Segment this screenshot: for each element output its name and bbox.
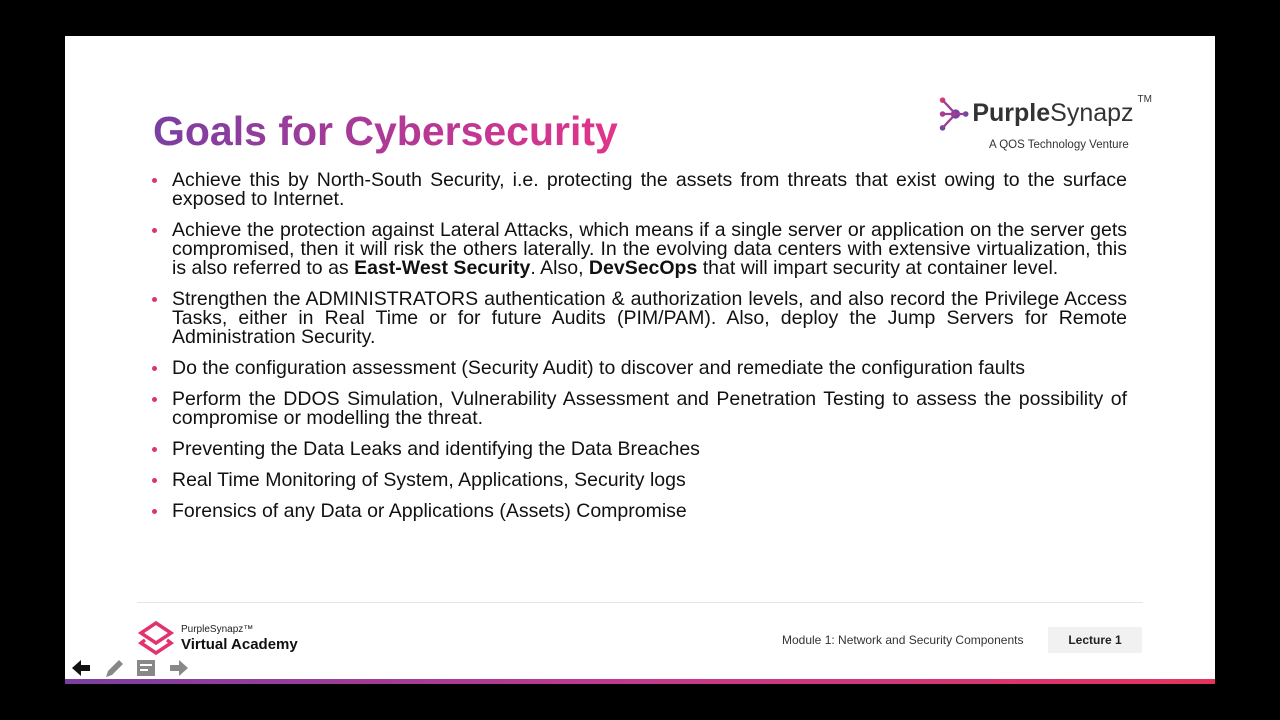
logo-wordmark	[972, 98, 1133, 128]
slide	[65, 36, 1215, 684]
logo-tagline: A QOS Technology Venture	[989, 139, 1129, 151]
goal-item	[148, 290, 1127, 347]
logo-wordmark-bold: Purple	[972, 99, 1051, 127]
goal-item	[148, 471, 1127, 490]
goal-text: . Also,	[530, 257, 589, 279]
layers-logo-icon	[137, 620, 175, 656]
goal-item	[148, 390, 1127, 428]
bold-term: DevSecOps	[588, 257, 698, 279]
goal-text: Preventing the Data Leaks and identifying the Data Breaches	[172, 438, 700, 460]
goal-text: Achieve this by North-South Security, i.e. protecting the assets from threats that exist owing to the surface exposed to Internet.	[172, 169, 1127, 210]
module-label: Module 1: Network and Security Components	[782, 633, 1024, 647]
forward-arrow-icon[interactable]	[166, 657, 190, 679]
virtual-academy-brand	[137, 620, 298, 656]
notes-icon[interactable]	[134, 657, 158, 679]
goal-text: Do the configuration assessment (Security Audit) to discover and remediate the configuration faults	[172, 357, 1026, 379]
goal-text: that will impart security at container level.	[697, 257, 1059, 279]
lecture-badge: Lecture 1	[1048, 627, 1142, 653]
pen-icon[interactable]	[102, 657, 126, 679]
goal-text: Perform the DDOS Simulation, Vulnerability Assessment and Penetration Testing to assess the possibility of compromise or modelling the threat.	[172, 388, 1127, 429]
footer-divider	[137, 602, 1143, 603]
goal-item	[148, 440, 1127, 459]
brand-small: PurpleSynapz™	[181, 623, 254, 635]
back-arrow-icon[interactable]	[70, 657, 94, 679]
goal-text: Real Time Monitoring of System, Applications, Security logs	[172, 469, 686, 491]
synapse-logo-icon	[937, 94, 970, 134]
goals-list	[148, 171, 1127, 533]
logo-wordmark-regular: Synapz	[1050, 99, 1134, 127]
purplesynapz-logo	[937, 94, 1152, 152]
logo-row	[937, 94, 1152, 134]
trademark: TM	[1137, 94, 1152, 105]
goal-item	[148, 359, 1127, 378]
gradient-bar	[65, 679, 1215, 684]
bold-term: East-West Security	[354, 257, 531, 279]
goal-item	[148, 221, 1127, 278]
goal-text: Forensics of any Data or Applications (Assets) Compromise	[172, 500, 687, 522]
brand-text	[181, 623, 298, 654]
slide-title: Goals for Cybersecurity	[153, 108, 618, 154]
goal-text: Strengthen the ADMINISTRATORS authentication & authorization levels, and also record the Privilege Access Tasks, either in Real Time or for future Audits (PIM/PAM). Also, deploy the Jump Servers for Remote Administration Security.	[172, 288, 1127, 348]
goal-item	[148, 171, 1127, 209]
goal-item	[148, 502, 1127, 521]
brand-big: Virtual Academy	[181, 635, 298, 653]
presenter-toolbar	[70, 657, 190, 679]
goal-text: Achieve the protection against Lateral Attacks, which means if a single server or application on the server gets compromised, then it will risk the others laterally. In the evolving data centers with extensive virtualization, this is also referred to as	[172, 219, 1127, 279]
